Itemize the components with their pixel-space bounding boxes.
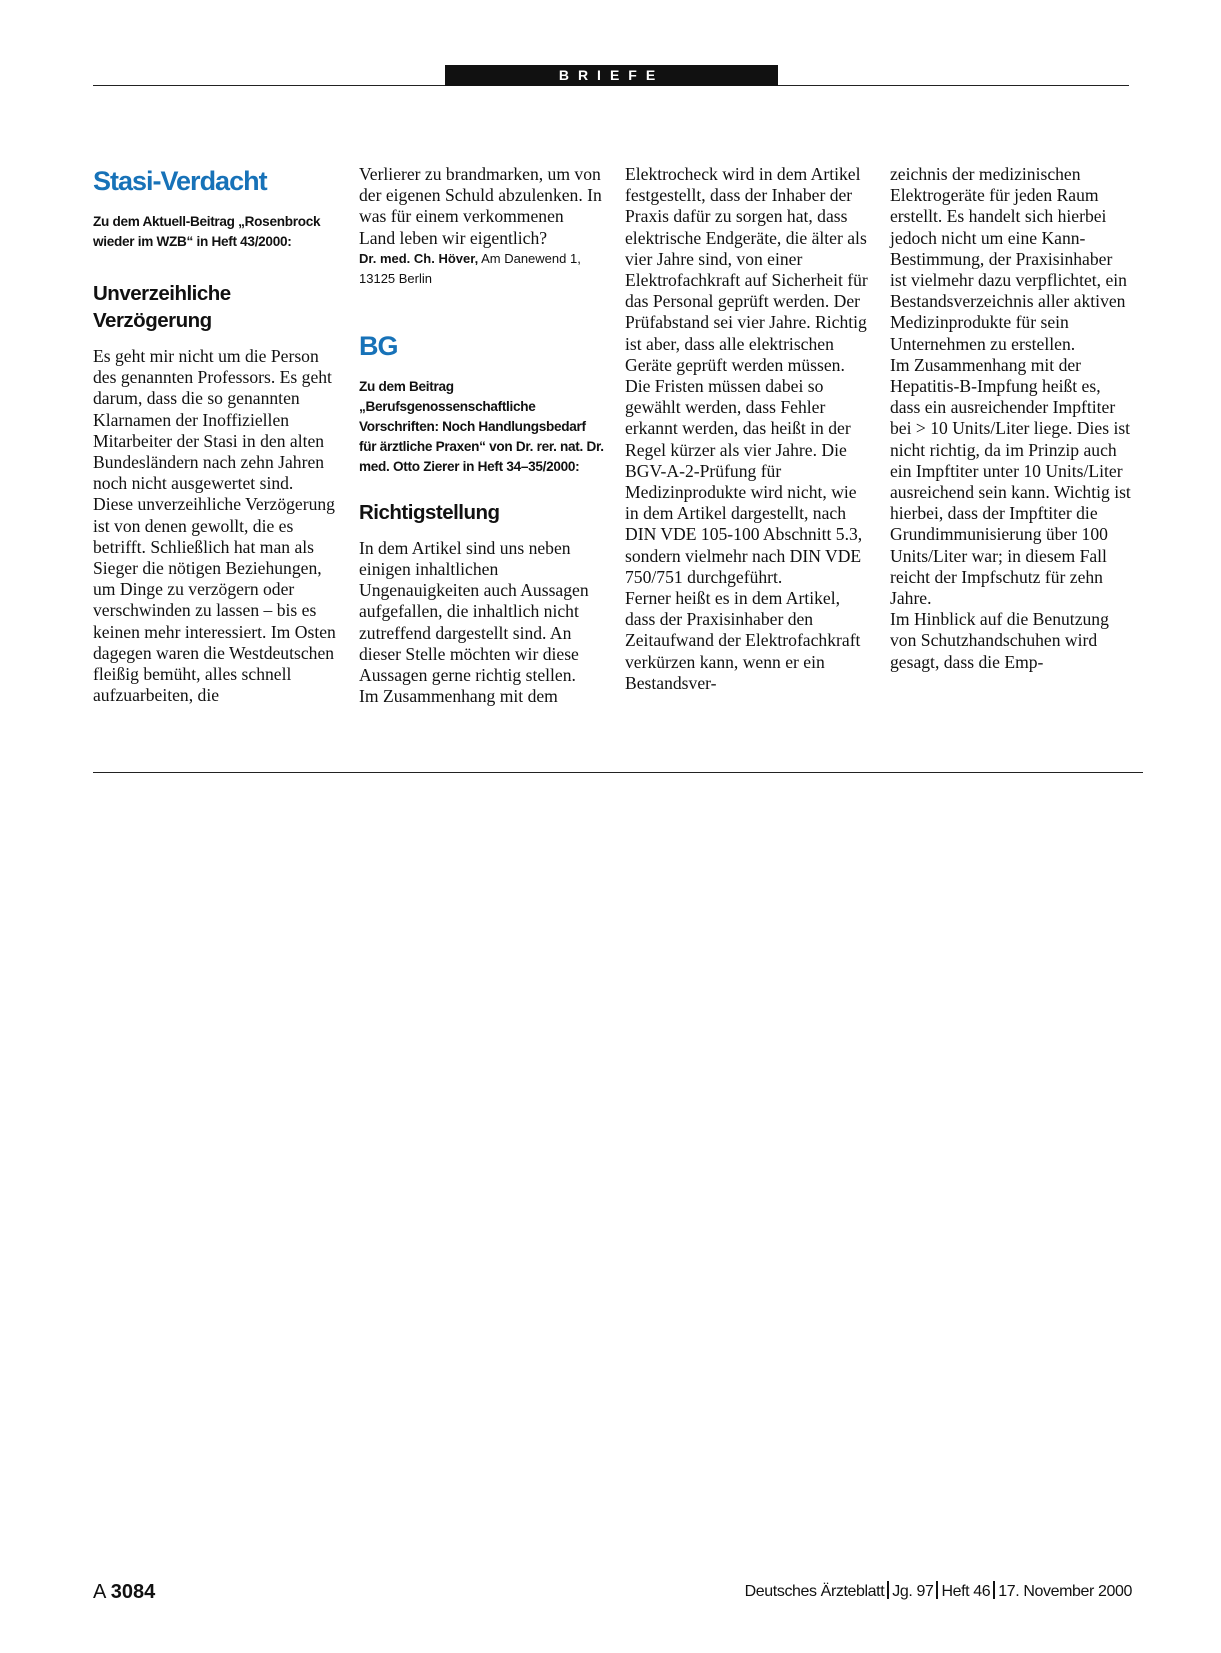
topic-title: Stasi-Verdacht [93,166,267,196]
date: 17. November 2000 [998,1583,1132,1600]
column-3 [625,164,870,694]
column-2 [359,164,604,707]
letter-headline: Unverzeihliche Verzögerung [93,282,231,332]
paragraph: Diese unverzeihliche Verzögerung ist von denen gewollt, die es betrifft. Schließlich hat man als Sieger die nötigen Beziehungen, um Dinge zu verzögern oder verschwinden zu lassen – bis es keinen mehr interessiert. Im Osten dagegen waren die Westdeutschen fleißig bemüht, alles schnell aufzuarbeiten, die [93,494,336,706]
paragraph: Im Zusammenhang mit dem [359,686,558,707]
topic-title: BG [359,330,398,361]
letter-body [93,346,338,706]
page-number-value: 3084 [110,1581,156,1603]
journal-name: Deutsches Ärzteblatt [744,1583,885,1600]
section-header: BRIEFE [445,65,778,86]
separator [887,1581,889,1599]
column-1 [93,164,338,706]
page-number [93,1581,155,1604]
page-prefix: A [93,1581,111,1603]
author-address: Am Danewend 1, 13125 Berlin [359,250,581,286]
separator [936,1581,938,1599]
letter-body-continued [359,164,604,249]
content-bottom-rule [93,772,1143,773]
letter-body-continued [890,164,1132,673]
paragraph: Ferner heißt es in dem Artikel, dass der Praxisinhaber den Zeitaufwand der Elektrofachkraft verkürzen kann, wenn er ein Bestandsver- [625,588,861,693]
column-4 [890,164,1132,673]
article-reference: Zu dem Aktuell-Beitrag „Rosenbrock wieder im WZB“ in Heft 43/2000: [93,214,321,249]
paragraph: Im Zusammenhang mit der Hepatitis-B-Impfung heißt es, dass ein ausreichender Impftiter bei > 10 Units/Liter liege. Dies ist nicht richtig, da im Prinzip auch ein Impftiter unter 10 Units/Liter ausreichend sein kann. Wichtig ist hierbei, dass der Impftiter die Grundimmunisierung über 100 Units/Liter war; in diesem Fall reicht der Impfschutz für zehn Jahre. [890,354,1131,609]
paragraph: Im Hinblick auf die Benutzung von Schutzhandschuhen wird gesagt, dass die Emp- [890,609,1109,672]
paragraph: zeichnis der medizinischen Elektrogeräte für jeden Raum erstellt. Es handelt sich hierbei jedoch nicht um eine Kann-Bestimmung, der Praxisinhaber ist vielmehr dazu verpflichtet, ein Bestandsverzeichnis aller aktiven Medizinprodukte für sein Unternehmen zu erstellen. [890,164,1127,354]
separator [993,1581,995,1599]
issue: Heft 46 [941,1583,991,1600]
letter-body-continued [625,164,870,694]
paragraph: In dem Artikel sind uns neben einigen inhaltlichen Ungenauigkeiten auch Aussagen aufgefallen, die inhaltlich nicht zutreffend dargestellt sind. An dieser Stelle möchten wir diese Aussagen gerne richtig stellen. [359,537,589,686]
letter-signature [359,249,604,289]
publication-info [745,1581,1132,1601]
volume: Jg. 97 [892,1583,934,1600]
paragraph: Es geht mir nicht um die Person des genannten Professors. Es geht darum, dass die so genannten Klarnamen der Inoffiziellen Mitarbeiter der Stasi in den alten Bundesländern nach zehn Jahren noch nicht ausgewertet sind. [93,346,332,494]
article-reference: Zu dem Beitrag „Berufsgenossenschaftliche Vorschriften: Noch Handlungsbedarf für ärztliche Praxen“ von Dr. rer. nat. Dr. med. Otto Zierer in Heft 34–35/2000: [359,378,604,474]
paragraph: Elektrocheck wird in dem Artikel festgestellt, dass der Inhaber der Praxis dafür zu sorgen hat, dass elektrische Endgeräte, die älter als vier Jahre sind, von einer Elektrofachkraft auf Sicherheit für das Personal geprüft werden. Der Prüfabstand sei vier Jahre. Richtig ist aber, dass alle elektrischen Geräte geprüft werden müssen. Die Fristen müssen dabei so gewählt werden, dass Fehler erkannt werden, das heißt in der Regel kürzer als vier Jahre. Die BGV-A-2-Prüfung für Medizinprodukte wird nicht, wie in dem Artikel dargestellt, nach DIN VDE 105-100 Abschnitt 5.3, sondern vielmehr nach DIN VDE 750/751 durchgeführt. [625,164,868,587]
letter-body [359,538,604,708]
author-name: Dr. med. Ch. Höver, [359,250,479,266]
paragraph: Verlierer zu brandmarken, um von der eigenen Schuld abzulenken. In was für einem verkommenen Land leben wir eigentlich? [359,164,602,248]
letter-headline: Richtigstellung [359,500,500,524]
